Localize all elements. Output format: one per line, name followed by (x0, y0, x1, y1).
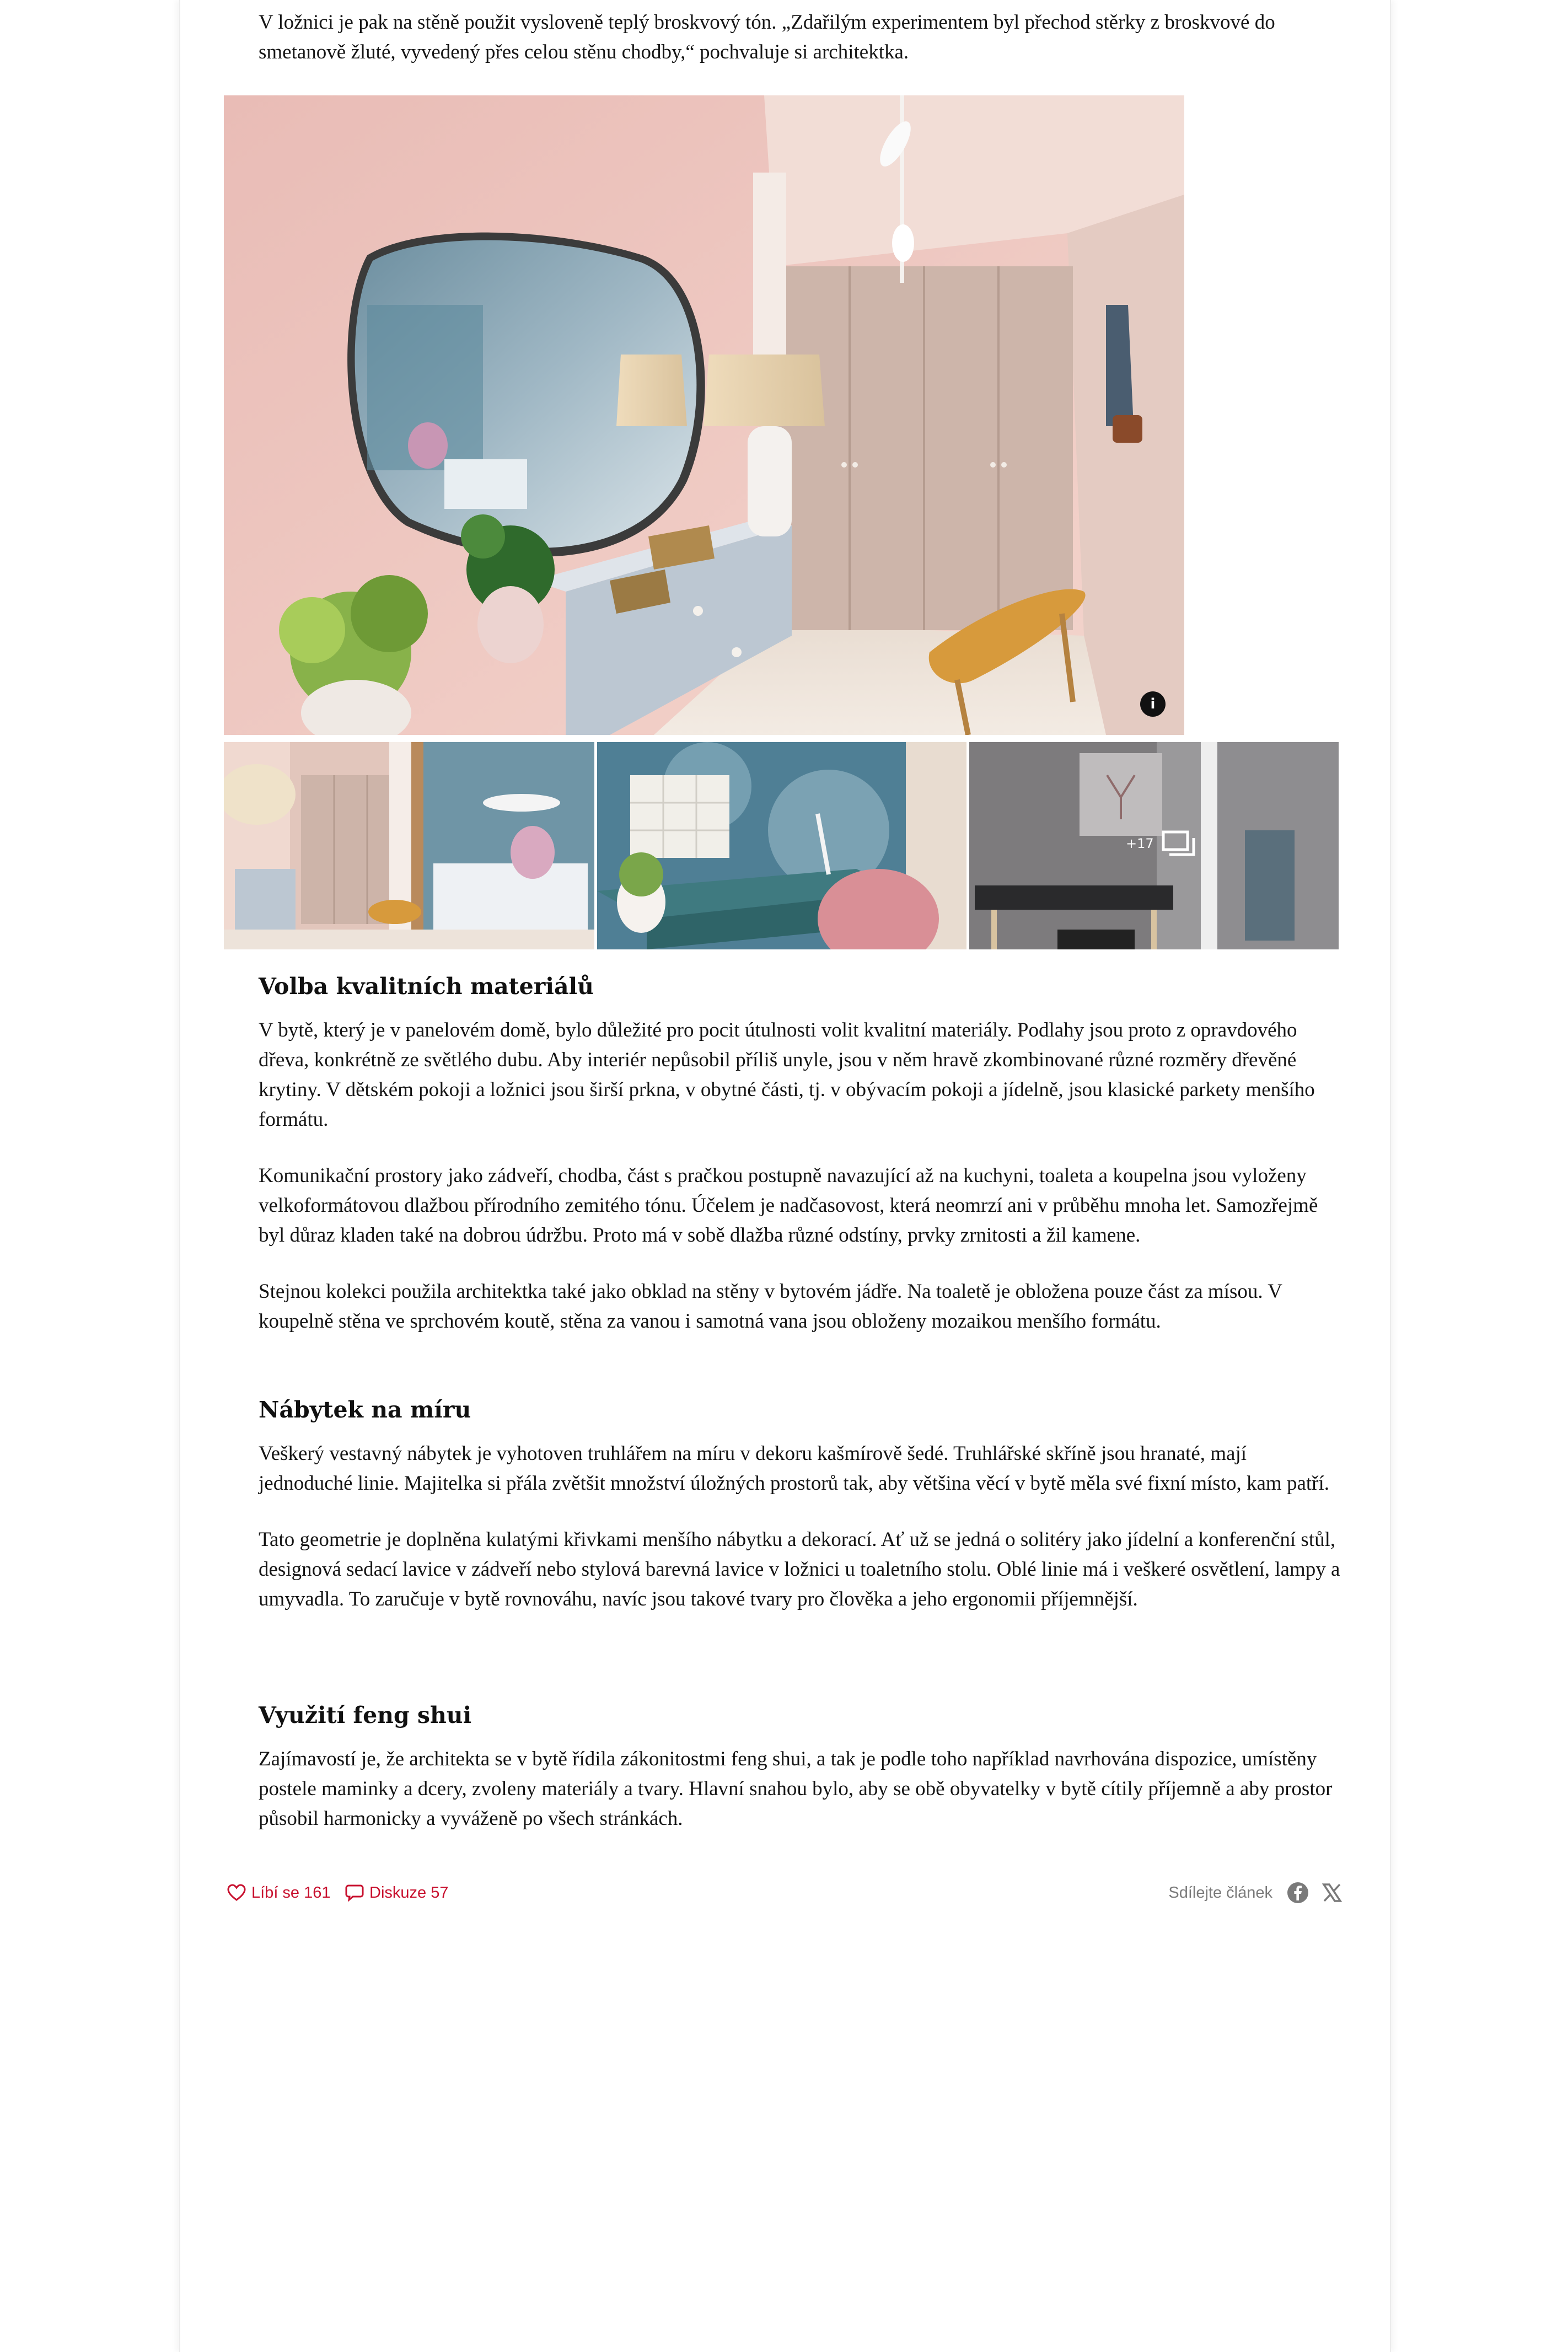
gallery-stack-icon (1162, 830, 1196, 857)
discussion-button[interactable] (345, 1879, 448, 1907)
intro-block (259, 8, 1341, 67)
materials-paragraph-3: Stejnou kolekci použila architektka také jako obklad na stěny v bytovém jádře. Na toaletě je obložena pouze část za mísou. V koupelně stěna ve sprchovém koutě, stěna za vanou i samotná vana jsou obloženy mozaikou menšího formátu. (259, 1280, 1282, 1333)
intro-paragraph: V ložnici je pak na stěně použit vysloveně teplý broskvový tón. „Zdařilým experimentem byl přechod stěrky z broskvové do smetanově žluté, vyvedený přes celou stěnu chodby,“ pochvaluje si architektka. (259, 11, 1275, 63)
heart-icon (227, 1884, 246, 1902)
gallery-more-photos-button[interactable] (1126, 830, 1196, 857)
share-article-label: Sdílejte článek (1168, 1884, 1272, 1902)
like-button[interactable] (227, 1879, 331, 1907)
discussion-count-label: Diskuze 57 (369, 1884, 449, 1902)
gallery-thumbnail-2[interactable] (597, 742, 966, 949)
x-twitter-icon[interactable] (1321, 1882, 1343, 1904)
section-heading-fengshui: Využití feng shui (259, 1702, 472, 1728)
thumbnail-hallway-bedroom-illustration (224, 742, 594, 949)
materials-paragraph-1: V bytě, který je v panelovém domě, bylo důležité pro pocit útulnosti volit kvalitní materiály. Podlahy jsou proto z opravdového dřeva, konkrétně ze světlého dubu. Aby interiér nepůsobil příliš unyle, jsou v něm hravě zkombinované různé rozměry dřevěné krytiny. V dětském pokoji a ložnici jsou širší prkna, v obytné části, tj. v obývacím pokoji a jídelně, jsou klasické parkety menšího formátu. (259, 1019, 1315, 1131)
section-heading-materials: Volba kvalitních materiálů (259, 973, 594, 1000)
comment-bubble-icon (345, 1884, 364, 1902)
furniture-paragraph-1: Veškerý vestavný nábytek je vyhotoven truhlářem na míru v dekoru kašmírově šedé. Truhlářské skříně jsou hranaté, mají jednoduché linie. Majitelka si přála zvětšit množství úložných prostorů tak, aby většina věcí v bytě měla své fixní místo, kam patří. (259, 1442, 1330, 1495)
facebook-icon[interactable] (1287, 1882, 1309, 1904)
hallway-photo-illustration (224, 95, 1184, 735)
materials-paragraph-2: Komunikační prostory jako zádveří, chodba, část s pračkou postupně navazující až na kuchyni, toaleta a koupelna jsou vyloženy velkoformátovou dlažbou přírodního zemitého tónu. Účelem je nadčasovost, která neomrzí ani v průběhu mnoha let. Samozřejmě byl důraz kladen také na dobrou údržbu. Proto má v sobě dlažba různé odstíny, prvky zrnitosti a žil kamene. (259, 1164, 1318, 1247)
more-photos-count: +17 (1126, 836, 1154, 851)
thumbnail-desk-illustration (597, 742, 966, 949)
section-heading-furniture: Nábytek na míru (259, 1397, 471, 1423)
section-materials (259, 971, 1341, 1336)
gallery-thumbnail-1[interactable] (224, 742, 594, 949)
gallery-main-photo[interactable] (224, 95, 1184, 735)
fengshui-paragraph-1: Zajímavostí je, že architekta se v bytě řídila zákonitostmi feng shui, a tak je podle toho například navrhována dispozice, umístěny postele maminky a dcery, zvoleny materiály a tvary. Hlavní snahou bylo, aby se obě obyvatelky v bytě cítily příjemně a aby prostor působil harmonicky a vyváženě po všech stránkách. (259, 1748, 1333, 1830)
photo-info-button[interactable]: i (1140, 691, 1166, 717)
like-count-label: Líbí se 161 (251, 1884, 331, 1902)
section-fengshui (259, 1700, 1341, 1834)
article-footer-bar (227, 1879, 1343, 1907)
section-furniture (259, 1395, 1341, 1614)
furniture-paragraph-2: Tato geometrie je doplněna kulatými křivkami menšího nábytku a dekorací. Ať už se jedná o solitéry jako jídelní a konferenční stůl, designová sedací lavice v zádveří nebo stylová barevná lavice v ložnici u toaletního stolu. Oblé linie má i veškeré osvětlení, lampy a umyvadla. To zaručuje v bytě rovnováhu, navíc jsou takové tvary pro člověka a jeho ergonomii příjemnější. (259, 1528, 1340, 1610)
